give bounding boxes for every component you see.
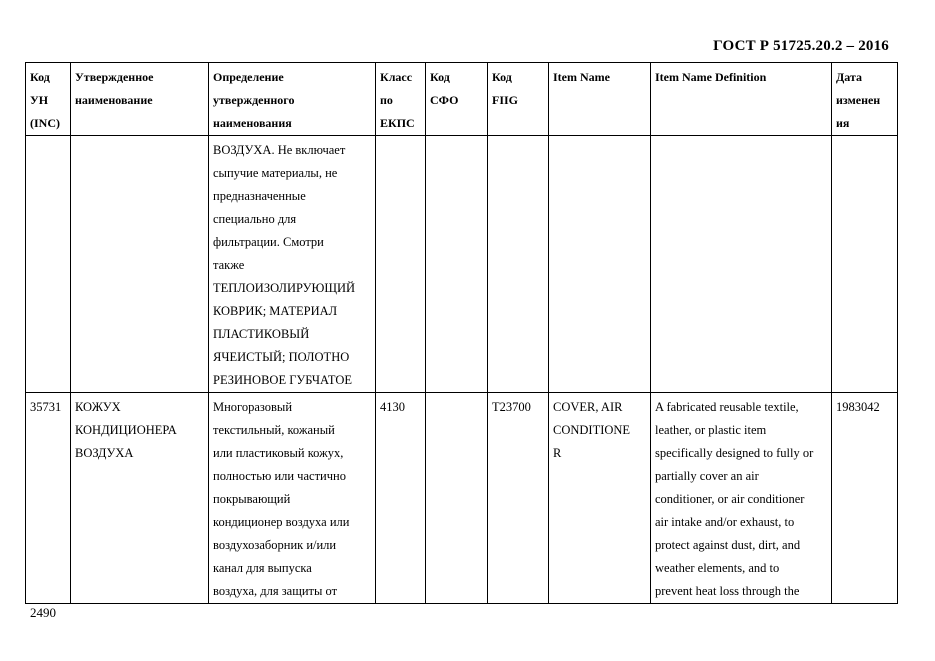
classification-table bbox=[25, 62, 898, 604]
column-header-inc: Код УН (INC) bbox=[26, 63, 71, 136]
standard-designation: ГОСТ Р 51725.20.2 – 2016 bbox=[713, 38, 889, 54]
cell-fiig-code bbox=[488, 136, 549, 393]
column-header-sfo-code: Код СФО bbox=[426, 63, 488, 136]
cell-change-date bbox=[832, 136, 898, 393]
cell-inc bbox=[26, 136, 71, 393]
column-header-fiig-code: Код FIIG bbox=[488, 63, 549, 136]
column-header-item-name-definition: Item Name Definition bbox=[651, 63, 832, 136]
cell-change-date: 1983042 bbox=[832, 393, 898, 604]
column-header-ekps-class: Класс по ЕКПС bbox=[376, 63, 426, 136]
cell-item-name: COVER, AIR CONDITIONE R bbox=[549, 393, 651, 604]
cell-inc: 35731 bbox=[26, 393, 71, 604]
cell-item-name-definition: A fabricated reusable textile, leather, or plastic item specifically designed to fully or partially cover an air conditioner, or air conditioner air intake and/or exhaust, to protect against dust, dirt, and weather elements, and to prevent heat loss through the bbox=[651, 393, 832, 604]
cell-sfo-code bbox=[426, 393, 488, 604]
column-header-change-date: Дата изменен ия bbox=[832, 63, 898, 136]
page-number: 2490 bbox=[30, 605, 56, 620]
cell-item-name-definition bbox=[651, 136, 832, 393]
column-header-definition: Определение утвержденного наименования bbox=[209, 63, 376, 136]
cell-fiig-code: T23700 bbox=[488, 393, 549, 604]
cell-approved-name bbox=[71, 136, 209, 393]
column-header-approved-name: Утвержденное наименование bbox=[71, 63, 209, 136]
cell-ekps-class bbox=[376, 136, 426, 393]
cell-definition: ВОЗДУХА. Не включает сыпучие материалы, не предназначенные специально для фильтрации. Смотри также ТЕПЛОИЗОЛИРУЮЩИЙ КОВРИК; МАТЕРИАЛ ПЛАСТИКОВЫЙ ЯЧЕИСТЫЙ; ПОЛОТНО РЕЗИНОВОЕ ГУБЧАТОЕ bbox=[209, 136, 376, 393]
cell-ekps-class: 4130 bbox=[376, 393, 426, 604]
table-row bbox=[26, 136, 898, 393]
table-row bbox=[26, 393, 898, 604]
cell-definition: Многоразовый текстильный, кожаный или пластиковый кожух, полностью или частично покрывающий кондиционер воздуха или воздухозаборник и/или канал для выпуска воздуха, для защиты от bbox=[209, 393, 376, 604]
cell-item-name bbox=[549, 136, 651, 393]
cell-sfo-code bbox=[426, 136, 488, 393]
cell-approved-name: КОЖУХ КОНДИЦИОНЕРА ВОЗДУХА bbox=[71, 393, 209, 604]
table-header-row bbox=[26, 63, 898, 136]
column-header-item-name: Item Name bbox=[549, 63, 651, 136]
